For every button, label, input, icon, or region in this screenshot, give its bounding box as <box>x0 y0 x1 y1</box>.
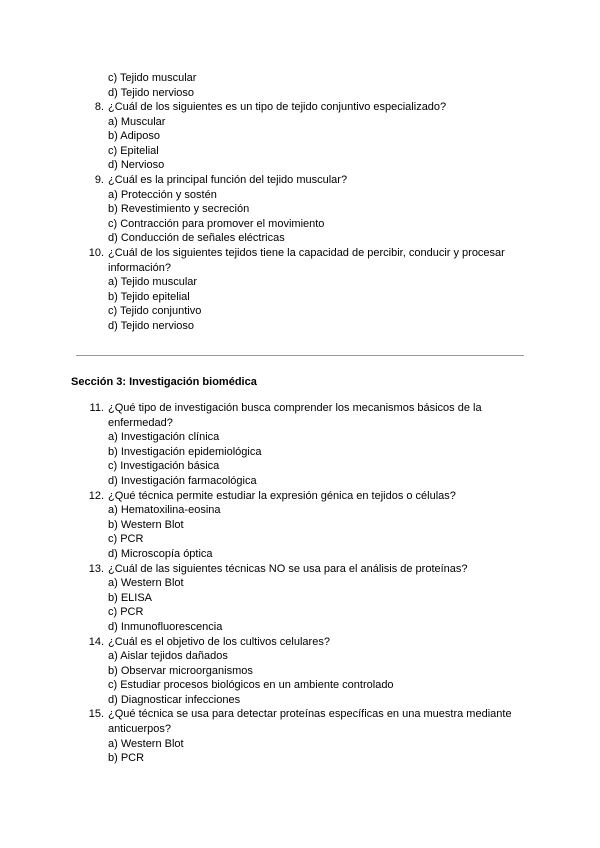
option: c) Investigación básica <box>108 460 220 473</box>
continued-options <box>108 71 538 100</box>
question-11 <box>88 401 528 489</box>
option: a) Investigación clínica <box>108 431 220 444</box>
option: c) Estudiar procesos biológicos en un ambiente controlado <box>108 679 394 692</box>
question-text: ¿Cuál de las siguientes técnicas NO se usa para el análisis de proteínas? <box>108 562 468 575</box>
question-text: ¿Qué tipo de investigación busca comprender los mecanismos básicos de la enfermedad? <box>108 402 482 429</box>
question-text: ¿Qué técnica permite estudiar la expresión génica en tejidos o células? <box>108 489 456 502</box>
question-13 <box>88 562 528 635</box>
question-text: ¿Cuál es el objetivo de los cultivos celulares? <box>108 635 330 648</box>
option: d) Diagnosticar infecciones <box>108 693 241 706</box>
option: a) Western Blot <box>108 737 184 750</box>
question-number: 13. <box>88 562 104 575</box>
option: a) Western Blot <box>108 577 184 590</box>
option: b) PCR <box>108 752 145 765</box>
option: c) Epitelial <box>108 144 159 157</box>
option: b) Adiposo <box>108 130 160 143</box>
question-12 <box>88 489 528 562</box>
question-number: 12. <box>88 489 104 502</box>
question-number: 10. <box>88 246 104 259</box>
option: b) Western Blot <box>108 518 184 531</box>
option: a) Muscular <box>108 115 166 128</box>
option: d) Microscopía óptica <box>108 547 213 560</box>
option: a) Protección y sostén <box>108 188 217 201</box>
question-text: ¿Cuál de los siguientes es un tipo de tejido conjuntivo especializado? <box>108 101 447 113</box>
option: b) ELISA <box>108 591 153 604</box>
option: c) Tejido muscular <box>108 72 197 84</box>
question-10 <box>88 246 528 334</box>
option: c) Tejido conjuntivo <box>108 305 202 318</box>
question-list-part2 <box>88 401 528 766</box>
option: d) Inmunofluorescencia <box>108 620 223 633</box>
option: d) Tejido nervioso <box>108 319 195 332</box>
option: c) PCR <box>108 533 144 546</box>
option: d) Investigación farmacológica <box>108 474 257 487</box>
option: b) Investigación epidemiológica <box>108 445 262 458</box>
question-number: 11. <box>89 402 104 414</box>
option: d) Nervioso <box>108 159 165 172</box>
option: b) Tejido epitelial <box>108 290 190 303</box>
section-title: Sección 3: Investigación biomédica <box>71 376 257 388</box>
option: b) Observar microorganismos <box>108 664 253 677</box>
question-14 <box>88 635 528 708</box>
question-text: ¿Qué técnica se usa para detectar proteínas específicas en una muestra mediante anticuerpos? <box>108 708 512 736</box>
option: b) Revestimiento y secreción <box>108 203 250 216</box>
question-number: 14. <box>88 635 104 648</box>
question-number: 9. <box>94 173 104 186</box>
option: a) Hematoxilina-eosina <box>108 504 221 517</box>
option: a) Aislar tejidos dañados <box>108 650 228 663</box>
option: c) PCR <box>108 606 144 619</box>
question-list-part1 <box>88 100 528 334</box>
option: d) Conducción de señales eléctricas <box>108 232 285 245</box>
option: a) Tejido muscular <box>108 276 198 289</box>
question-text: ¿Cuál es la principal función del tejido muscular? <box>108 173 348 186</box>
question-15 <box>88 707 528 765</box>
question-number: 15. <box>88 708 104 721</box>
section-divider <box>76 355 524 356</box>
option: c) Contracción para promover el movimiento <box>108 217 325 230</box>
question-text: ¿Cuál de los siguientes tejidos tiene la capacidad de percibir, conducir y procesar información? <box>108 246 505 274</box>
question-number: 8. <box>94 101 104 113</box>
question-8 <box>88 100 528 173</box>
option: d) Tejido nervioso <box>108 86 195 99</box>
question-9 <box>88 173 528 246</box>
